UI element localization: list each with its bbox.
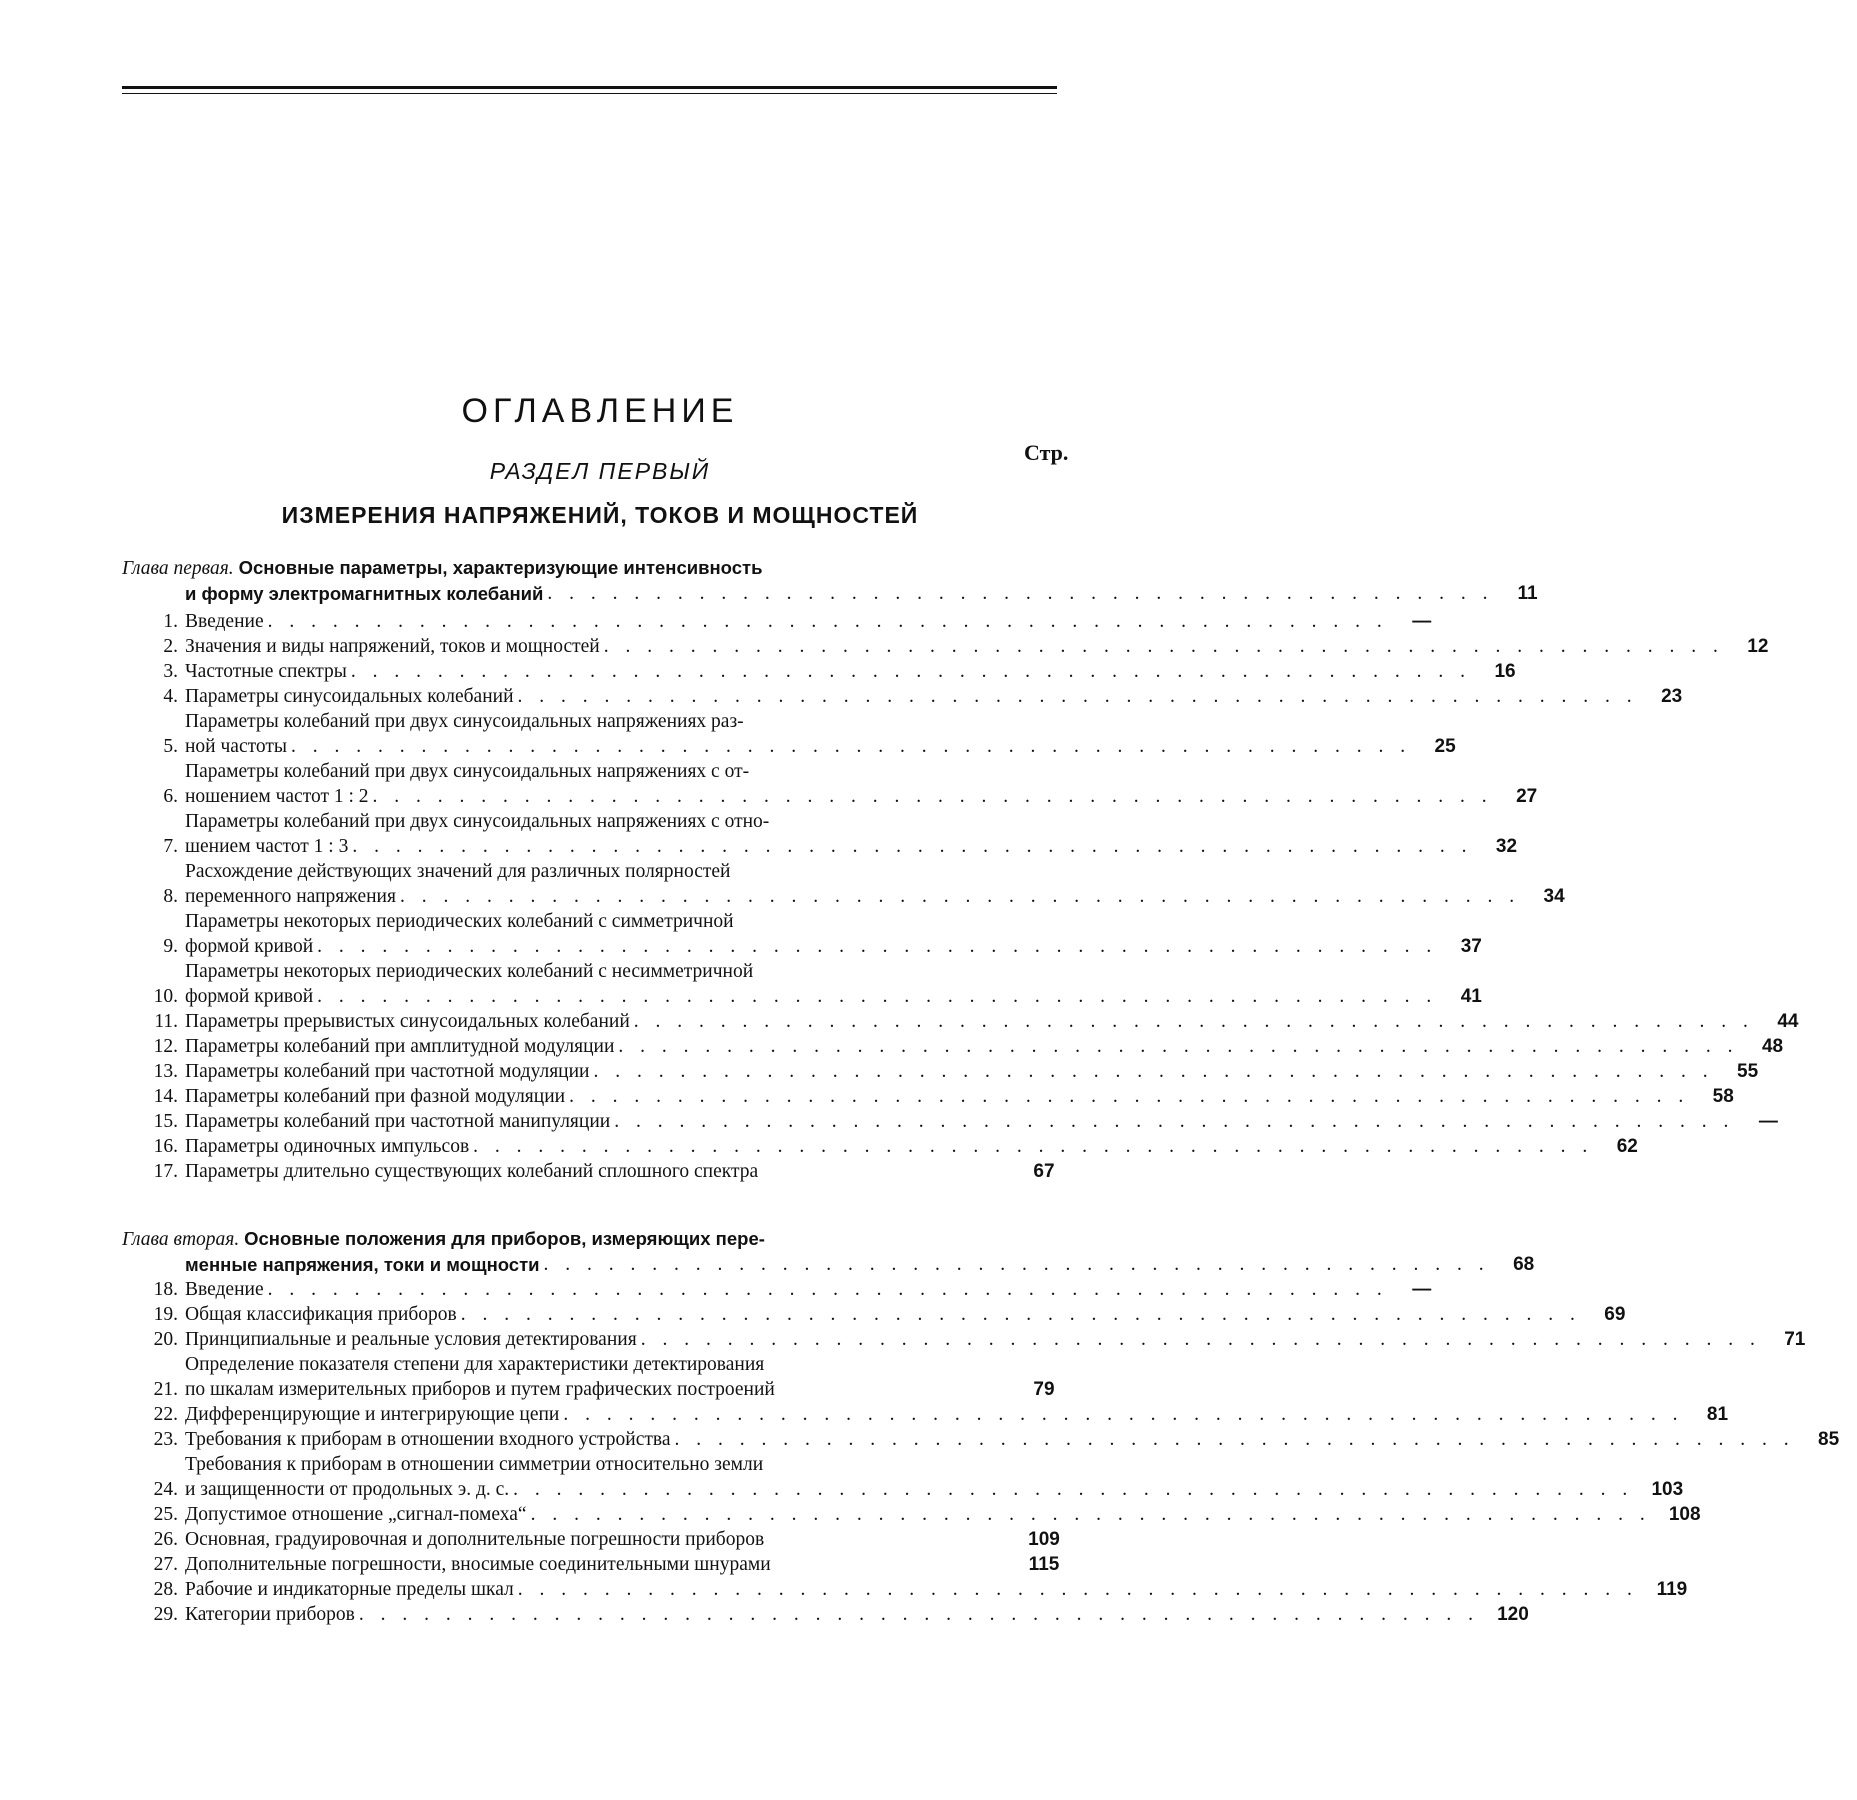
entry-page: 25 (1434, 736, 1456, 757)
entry-title: Введение (185, 611, 264, 632)
toc-entry (122, 959, 1482, 1009)
entry-page: 71 (1784, 1329, 1806, 1350)
entry-number: 24. (153, 1479, 178, 1500)
entry-page: — (1758, 1111, 1778, 1132)
entry-body (185, 1502, 1713, 1527)
dot-leader: . . . . . . . . . . . . . . . . . . . . . . . . . . . . . . . . . . . . . . . . . . . . . . . . . . . . (291, 736, 1412, 757)
entry-number: 9. (163, 936, 178, 957)
dot-leader: . . . . . . . . . . . . . . . . . . . . . . . . . . . . . . . . . . . . . . . . . . . . . . . . . . . . (460, 1304, 1581, 1325)
entry-title: Требования к приборам в отношении симметрии относительно земли (185, 1454, 764, 1475)
toc-entry (122, 634, 1769, 659)
entry-number: 27. (153, 1554, 178, 1575)
entry-page: — (1412, 611, 1432, 632)
entry-page: — (1412, 1279, 1432, 1300)
chapter-title-line: и форму электромагнитных колебаний (185, 583, 544, 604)
chapter-1 (122, 555, 1799, 1184)
entry-title: Общая классификация приборов (185, 1304, 457, 1325)
dot-leader: . . . . . . . . . . . . . . . . . . . . . . . . . . . . . . . . . . . . . . . . . . . . . . . . . . . . (350, 661, 1472, 682)
entry-number: 15. (153, 1111, 178, 1132)
toc-entry (122, 1084, 1734, 1109)
entry-title: Рабочие и индикаторные пределы шкал (185, 1579, 514, 1600)
toc-entry (122, 759, 1538, 809)
toc-entry (122, 1009, 1799, 1034)
entry-body (185, 659, 1533, 684)
entry-page: 62 (1616, 1136, 1638, 1157)
entry-body (185, 1134, 1655, 1159)
entries-list (122, 609, 1799, 1184)
entry-body (185, 609, 1450, 634)
entry-number: 7. (163, 836, 178, 857)
toc-entry (122, 1602, 1529, 1627)
entry-page: 67 (1033, 1161, 1055, 1182)
entry-page: 109 (1028, 1529, 1060, 1550)
section-label: РАЗДЕЛ ПЕРВЫЙ (489, 458, 711, 484)
entry-title: Определение показателя степени для характеристики детектирования (185, 1354, 765, 1375)
entry-title: Допустимое отношение „сигнал-помеха“ (185, 1504, 527, 1525)
toc-entry (122, 1527, 1072, 1552)
toc-entry (122, 1552, 1072, 1577)
entry-number: 25. (153, 1504, 178, 1525)
entry-body (185, 759, 1555, 809)
top-rule (122, 86, 1057, 89)
entry-title: Введение (185, 1279, 264, 1300)
entry-body (185, 1427, 1857, 1452)
entry-number: 12. (153, 1036, 178, 1057)
dot-leader: . . . . . . . . . . . . . . . . . . . . . . . . . . . . . . . . . . . . . . . . . . . . . . . . . . . . (530, 1504, 1651, 1525)
dot-leader: . . . . . . . . . . . . . . . . . . . . . . . . . . . . . . . . . . . . . . . . . . . . . . . . . . . . (372, 786, 1493, 807)
entry-title: Частотные спектры (185, 661, 347, 682)
entry-title: ношением частот 1 : 2 (185, 786, 369, 807)
dot-leader: . . . . . . . . . . . . . . . . . . . . . . . . . . . . . . . . . . . . . . . . . . . . . . . . . . . . (399, 886, 1521, 907)
dot-leader: . . . . . . . . . . . . . . . . . . . . . . . . . . . . . . . . . . . . . . . . . . . . (543, 1254, 1490, 1275)
entry-number: 1. (163, 611, 178, 632)
section-title: ИЗМЕРЕНИЯ НАПРЯЖЕНИЙ, ТОКОВ И МОЩНОСТЕЙ (281, 502, 919, 528)
entry-number: 11. (154, 1011, 178, 1032)
entry-title: Параметры прерывистых синусоидальных колебаний (185, 1011, 630, 1032)
entry-number: 4. (163, 686, 178, 707)
entry-title: Требования к приборам в отношении входного устройства (185, 1429, 671, 1450)
dot-leader: . . . . . . . . . . . . . . . . . . . . . . . . . . . . . . . . . . . . . . . . . . . . . . . . . . . . (317, 936, 1438, 957)
entry-body (185, 1402, 1745, 1427)
entry-body (185, 634, 1786, 659)
entry-page: 12 (1747, 636, 1769, 657)
dot-leader: . . . . . . . . . . . . . . . . . . . . . . . . . . . . . . . . . . . . . . . . . . . . . . . . . . . . (517, 686, 1638, 707)
entry-title: Основная, градуировочная и дополнительные погрешности приборов (185, 1529, 765, 1550)
entry-page: 55 (1737, 1061, 1759, 1082)
toc-entry (122, 1352, 1072, 1402)
entry-title: Параметры колебаний при фазной модуляции (185, 1086, 566, 1107)
entry-title: Параметры колебаний при двух синусоидальных напряжениях раз- (185, 711, 744, 732)
toc-entry (122, 1427, 1840, 1452)
dot-leader: . . . . . . . . . . . . . . . . . . . . . . . . . . . . . . . . . . . . . . . . . . . . (547, 583, 1494, 604)
entry-title: ной частоты (185, 736, 287, 757)
entry-page: 85 (1818, 1429, 1840, 1450)
entry-number: 19. (153, 1304, 178, 1325)
toc-entry (122, 1109, 1778, 1134)
entry-body (185, 1302, 1643, 1327)
entry-title: Параметры колебаний при частотной манипуляции (185, 1111, 611, 1132)
entry-page: 16 (1494, 661, 1516, 682)
entry-body (185, 684, 1700, 709)
toc-entry (122, 1302, 1626, 1327)
entry-number: 16. (153, 1136, 178, 1157)
entry-page: 41 (1460, 986, 1482, 1007)
entry-page: 48 (1761, 1036, 1784, 1057)
chapter-label: Глава вторая. (122, 1229, 240, 1250)
entry-number: 5. (163, 736, 178, 757)
dot-leader: . . . . . . . . . . . . . . . . . . . . . . . . . . . . . . . . . . . . . . . . . . . . . . . . . . . . (267, 1279, 1388, 1300)
dot-leader: . . . . . . . . . . . . . . . . . . . . . . . . . . . . . . . . . . . . . . . . . . . . . . . . . . . . (317, 986, 1438, 1007)
chapter-title-line: Основные параметры, характеризующие интенсивность (238, 557, 763, 578)
entry-title: Значения и виды напряжений, токов и мощностей (185, 636, 600, 657)
toc-entry (122, 1402, 1729, 1427)
entry-title: Параметры колебаний при двух синусоидальных напряжениях с от- (185, 761, 750, 782)
toc-entry (122, 1577, 1688, 1602)
entry-title: Параметры одиночных импульсов (185, 1136, 470, 1157)
dot-leader: . . . . . . . . . . . . . . . . . . . . . . . . . . . . . . . . . . . . . . . . . . . . . . . . . . . . (517, 1579, 1638, 1600)
entry-number: 18. (153, 1279, 178, 1300)
entry-body (185, 1577, 1700, 1602)
entry-page: 23 (1661, 686, 1683, 707)
entry-number: 23. (153, 1429, 178, 1450)
toc-entry (122, 809, 1518, 859)
entry-body (185, 959, 1499, 1009)
chapter-heading (122, 555, 1538, 606)
toc-entry (122, 659, 1516, 684)
entry-number: 3. (163, 661, 178, 682)
toc-entry (122, 1327, 1806, 1352)
entry-body (185, 1277, 1450, 1302)
page-column-header: Стр. (1024, 440, 1069, 465)
entry-body (185, 1009, 1816, 1034)
toc-entry (122, 1452, 1684, 1502)
entry-page: 108 (1668, 1504, 1701, 1525)
entry-body (185, 1084, 1751, 1109)
toc-entry (122, 609, 1432, 634)
toc-entry (122, 1159, 1072, 1184)
toc-entry (122, 1059, 1759, 1084)
entry-number: 21. (153, 1379, 178, 1400)
entry-body (185, 809, 1534, 859)
entry-page: 44 (1777, 1011, 1799, 1032)
entry-body (185, 1452, 1695, 1502)
chapter-2 (122, 1226, 1840, 1627)
entry-title: формой кривой (185, 936, 314, 957)
entry-number: 28. (153, 1579, 178, 1600)
entry-body (185, 1159, 1072, 1184)
entry-title: Дополнительные погрешности, вносимые соединительными шнурами (185, 1554, 771, 1575)
entry-title: Параметры некоторых периодических колебаний с симметричной (185, 911, 734, 932)
dot-leader: . . . . . . . . . . . . . . . . . . . . . . . . . . . . . . . . . . . . . . . . . . . . . . . . . . . . (618, 1036, 1739, 1057)
chapter-heading (122, 1226, 1535, 1277)
entry-body (185, 1327, 1823, 1352)
entry-page: 32 (1495, 836, 1518, 857)
entry-number: 26. (153, 1529, 178, 1550)
chapter-title-line: Основные положения для приборов, измеряющих пере- (244, 1228, 765, 1249)
chapter-page: 11 (1517, 583, 1538, 604)
entry-title: Параметры некоторых периодических колебаний с несимметричной (185, 961, 754, 982)
dot-leader: . . . . . . . . . . . . . . . . . . . . . . . . . . . . . . . . . . . . . . . . . . . . . . . . . . . . (358, 1604, 1479, 1625)
entry-body (185, 859, 1582, 909)
entry-number: 22. (153, 1404, 178, 1425)
entry-body (185, 1602, 1541, 1627)
dot-leader: . . . . . . . . . . . . . . . . . . . . . . . . . . . . . . . . . . . . . . . . . . . . . . . . . . . . (473, 1136, 1594, 1157)
entry-number: 17. (153, 1161, 178, 1182)
entry-title: переменного напряжения (185, 886, 396, 907)
dot-leader: . . . . . . . . . . . . . . . . . . . . . . . . . . . . . . . . . . . . . . . . . . . . . . . . . . . . (513, 1479, 1634, 1500)
entry-number: 20. (153, 1329, 178, 1350)
toc-entry (122, 1502, 1701, 1527)
entry-number: 10. (153, 986, 178, 1007)
toc-entry (122, 684, 1683, 709)
dot-leader: . . . . . . . . . . . . . . . . . . . . . . . . . . . . . . . . . . . . . . . . . . . . . . . . . . . . (640, 1329, 1761, 1350)
entry-body (185, 709, 1473, 759)
entry-body (185, 1527, 1072, 1552)
entry-body (185, 1352, 1072, 1402)
toc-entry (122, 1277, 1432, 1302)
entry-body (185, 1552, 1072, 1577)
chapter-page: 68 (1513, 1254, 1535, 1275)
entry-title: Параметры колебаний при амплитудной модуляции (185, 1036, 615, 1057)
entry-title: Параметры колебаний при двух синусоидальных напряжениях с отно- (185, 811, 770, 832)
entry-title: по шкалам измерительных приборов и путем графических построений (185, 1379, 775, 1400)
entry-page: 103 (1651, 1479, 1684, 1500)
dot-leader: . . . . . . . . . . . . . . . . . . . . . . . . . . . . . . . . . . . . . . . . . . . . . . . . . . . . (563, 1404, 1684, 1425)
entry-page: 81 (1706, 1404, 1729, 1425)
dot-leader: . . . . . . . . . . . . . . . . . . . . . . . . . . . . . . . . . . . . . . . . . . . . . . . . . . . . (674, 1429, 1795, 1450)
entry-page: 120 (1497, 1604, 1529, 1625)
entry-page: 34 (1543, 886, 1565, 907)
dot-leader: . . . . . . . . . . . . . . . . . . . . . . . . . . . . . . . . . . . . . . . . . . . . . . . . . . . . (603, 636, 1724, 657)
dot-leader: . . . . . . . . . . . . . . . . . . . . . . . . . . . . . . . . . . . . . . . . . . . . . . . . . . . . (352, 836, 1473, 857)
entry-title: формой кривой (185, 986, 314, 1007)
entry-number: 29. (153, 1604, 178, 1625)
entry-title: Дифференцирующие и интегрирующие цепи (185, 1404, 560, 1425)
entry-title: Расхождение действующих значений для различных полярностей (185, 861, 731, 882)
toc-entry (122, 1134, 1638, 1159)
chapter-title-line: менные напряжения, токи и мощности (185, 1254, 540, 1275)
entry-body (185, 909, 1499, 959)
toc-entry (122, 1034, 1784, 1059)
entry-title: Параметры колебаний при частотной модуляции (185, 1061, 590, 1082)
entry-number: 8. (163, 886, 178, 907)
entry-number: 6. (163, 786, 178, 807)
entry-title: Параметры синусоидальных колебаний (185, 686, 514, 707)
entry-body (185, 1034, 1801, 1059)
dot-leader: . . . . . . . . . . . . . . . . . . . . . . . . . . . . . . . . . . . . . . . . . . . . . . . . . . . . (614, 1111, 1735, 1132)
dot-leader: . . . . . . . . . . . . . . . . . . . . . . . . . . . . . . . . . . . . . . . . . . . . . . . . . . . . (267, 611, 1388, 632)
toc-entry (122, 909, 1482, 959)
entry-page: 27 (1516, 786, 1538, 807)
entry-body (185, 1059, 1776, 1084)
entry-page: 58 (1712, 1086, 1734, 1107)
entry-page: 37 (1460, 936, 1482, 957)
entry-title: шением частот 1 : 3 (185, 836, 349, 857)
entry-title: и защищенности от продольных э. д. с. (185, 1479, 510, 1500)
entry-number: 2. (163, 636, 178, 657)
entry-page: 69 (1604, 1304, 1626, 1325)
entries-list (122, 1277, 1840, 1627)
entry-title: Параметры длительно существующих колебаний сплошного спектра (185, 1161, 759, 1182)
entry-page: 119 (1656, 1579, 1688, 1600)
dot-leader: . . . . . . . . . . . . . . . . . . . . . . . . . . . . . . . . . . . . . . . . . . . . . . . . . . . . (569, 1086, 1690, 1107)
entry-title: Категории приборов (185, 1604, 355, 1625)
dot-leader: . . . . . . . . . . . . . . . . . . . . . . . . . . . . . . . . . . . . . . . . . . . . . . . . . . . . (633, 1011, 1754, 1032)
entry-number: 14. (153, 1086, 178, 1107)
entry-body (185, 1109, 1796, 1134)
top-rule-thin (122, 93, 1057, 94)
dot-leader: . . . . . . . . . . . . . . . . . . . . . . . . . . . . . . . . . . . . . . . . . . . . . . . . . . . . (593, 1061, 1714, 1082)
entry-number: 13. (153, 1061, 178, 1082)
entry-title: Принципиальные и реальные условия детектирования (185, 1329, 637, 1350)
toc-title: ОГЛАВЛЕНИЕ (461, 392, 739, 430)
toc-entry (122, 859, 1565, 909)
entry-page: 115 (1028, 1554, 1060, 1575)
toc-entry (122, 709, 1456, 759)
entry-page: 79 (1033, 1379, 1055, 1400)
chapter-label: Глава первая. (122, 558, 234, 579)
